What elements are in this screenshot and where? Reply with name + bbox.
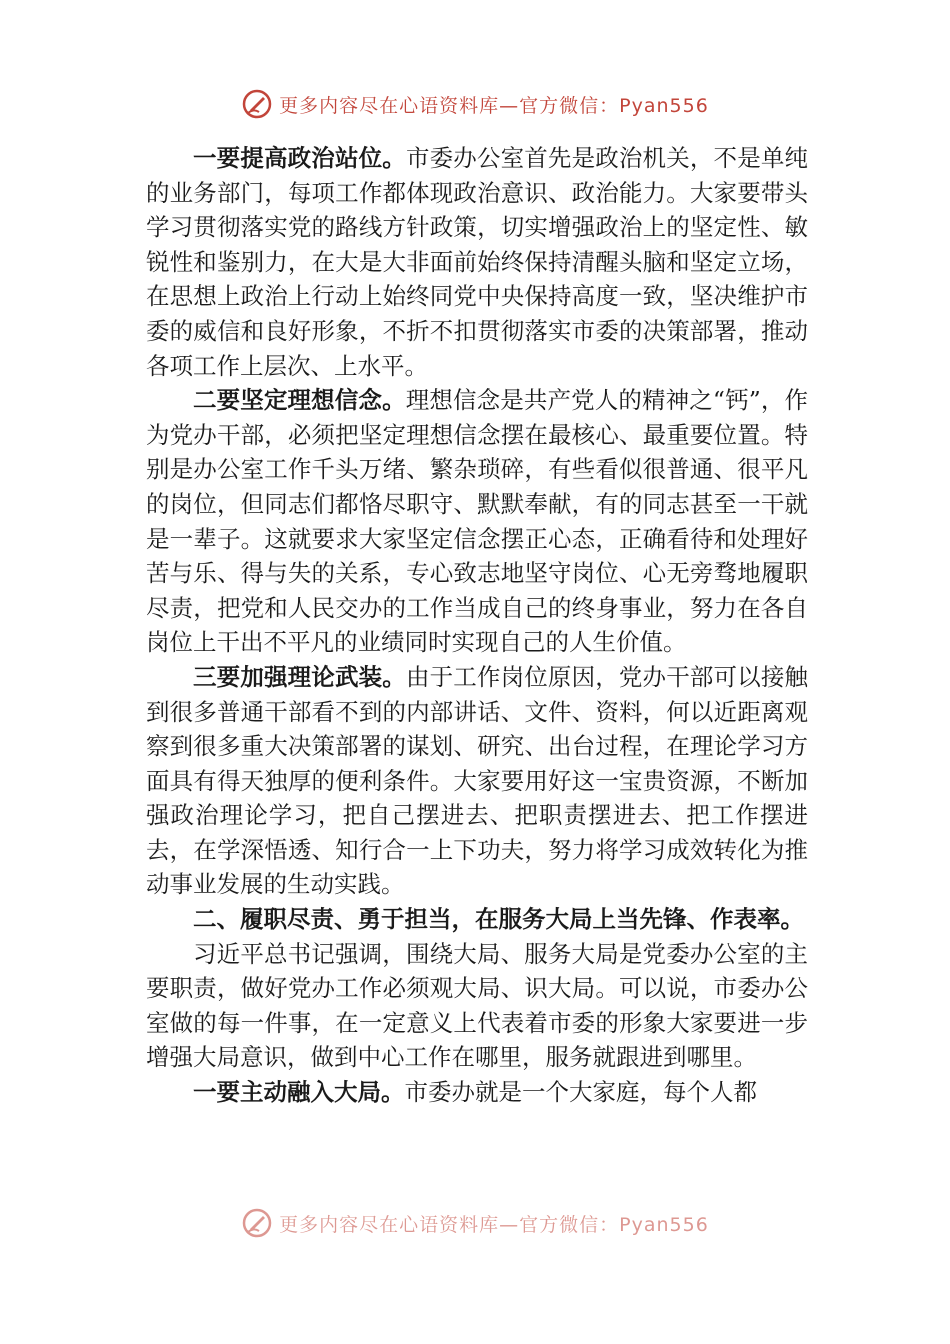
paragraph-text: 理想信念是共产党人的精神之“钙”，作为党办干部，必须把坚定理想信念摆在最核心、最重要位置。特别是办公室工作千头万绪、繁杂琐碎，有些看似很普通、很平凡的岗位，但同志们都恪尽职守、默默奉献，有的同志甚至一干就是一辈子。这就要求大家坚定信念摆正心态，正确看待和处理好苦与乐、得与失的关系，专心致志地坚守岗位、心无旁骛地履职尽责，把党和人民交办的工作当成自己的终身事业，努力在各自岗位上干出不平凡的业绩同时实现自己的人生价值。 [146, 386, 808, 657]
paragraph-ideals [146, 383, 808, 660]
watermark-header [0, 84, 950, 124]
paragraph-text: 由于工作岗位原因，党办干部可以接触到很多普通干部看不到的内部讲话、文件、资料，何以近距离观察到很多重大决策部署的谋划、研究、出台过程，在理论学习方面具有得天独厚的便利条件。大家要用好这一宝贵资源，不断加强政治理论学习，把自己摆进去、把职责摆进去、把工作摆进去，在学深悟透、知行合一上下功夫，努力将学习成效转化为推动事业发展的生动实践。 [146, 662, 809, 899]
paragraph-lead: 一要主动融入大局。 [193, 1078, 405, 1107]
paragraph-lead: 三要加强理论武装。 [193, 662, 406, 691]
watermark-text: 更多内容尽在心语资料库—官方微信：Pyan556 [279, 1213, 709, 1236]
paragraph-lead: 二要坚定理想信念。 [193, 386, 406, 415]
circle-pen-logo-icon [241, 1207, 273, 1239]
paragraph-lead: 一要提高政治站位。 [193, 144, 406, 172]
paragraph-text: 市委办就是一个大家庭，每个人都 [404, 1078, 757, 1107]
circle-pen-logo-icon [241, 88, 273, 120]
paragraph-body: 习近平总书记强调，围绕大局、服务大局是党委办公室的主要职责，做好党办工作必须观大局、识大局。可以说，市委办公室做的每一件事，在一定意义上代表着市委的形象大家要进一步增强大局意识，做到中心工作在哪里，服务就跟进到哪里。 [146, 939, 808, 1072]
watermark-footer [0, 1203, 950, 1243]
paragraph-integrate [146, 1075, 808, 1110]
paragraph-theory [146, 660, 808, 902]
paragraph-political-stance [146, 141, 808, 383]
watermark-text: 更多内容尽在心语资料库—官方微信：Pyan556 [279, 94, 709, 117]
section-heading: 二、履职尽责、勇于担当，在服务大局上当先锋、作表率。 [193, 905, 804, 934]
paragraph-text: 市委办公室首先是政治机关，不是单纯的业务部门，每项工作都体现政治意识、政治能力。大家要带头学习贯彻落实党的路线方针政策，切实增强政治上的坚定性、敏锐性和鉴别力，在大是大非面前始终保持清醒头脑和坚定立场，在思想上政治上行动上始终同党中央保持高度一致，坚决维护市委的威信和良好形象，不折不扣贯彻落实市委的决策部署，推动各项工作上层次、上水平。 [146, 144, 809, 380]
document-body [146, 141, 808, 1110]
